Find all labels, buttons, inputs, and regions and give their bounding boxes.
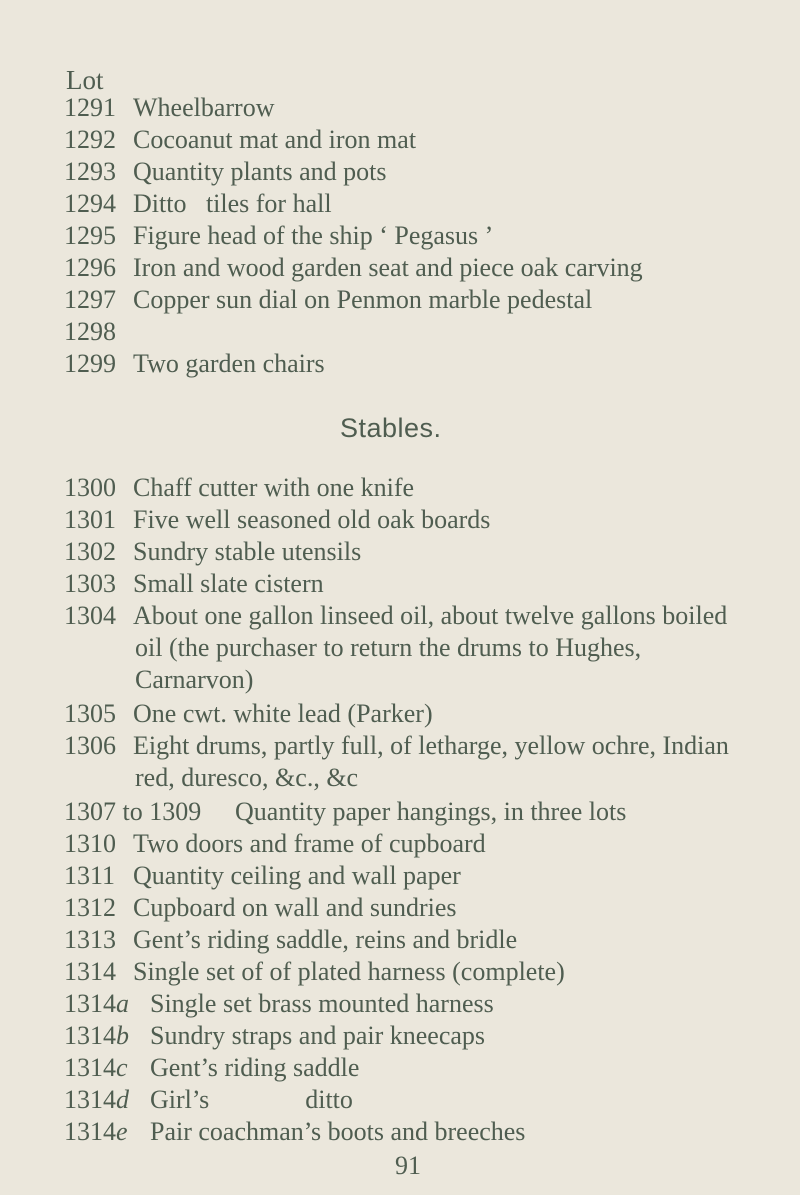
lot-number [64,1020,129,1052]
lot-number-suffix: a [116,989,129,1018]
lot-description: Gent’s riding saddle [150,1053,360,1082]
lot-number-base: 1314 [64,1117,116,1146]
lot-description-continuation: red, duresco, &c., &c [135,763,359,792]
lot-number: 1302 [64,537,116,566]
lot-number: 1301 [64,505,116,534]
lot-number-base: 1314 [64,1085,116,1114]
lot-number: 1305 [64,699,116,728]
lot-description: Sundry stable utensils [133,537,362,566]
lot-number-base: 1314 [64,989,116,1018]
ditto-mark: ditto [305,1085,353,1114]
lot-number [64,1084,129,1116]
lot-description: Eight drums, partly full, of letharge, yellow ochre, Indian [133,731,729,760]
page-number: 91 [395,1151,421,1180]
lot-number: 1295 [64,221,116,250]
lot-description: Quantity ceiling and wall paper [133,861,461,890]
lot-description: Cocoanut mat and iron mat [133,125,417,154]
lot-description-text: Girl’s [150,1085,210,1114]
lot-number [64,988,129,1020]
lot-description: About one gallon linseed oil, about twelve gallons boiled [133,601,728,630]
lot-number-range: 1307 to 1309 [64,797,202,826]
lot-number: 1293 [64,157,116,186]
lot-number: 1296 [64,253,116,282]
lot-description: Cupboard on wall and sundries [133,893,457,922]
lot-number-suffix: b [116,1021,129,1050]
lot-number: 1312 [64,893,116,922]
lot-description: Two garden chairs [133,349,325,378]
lot-description: Pair coachman’s boots and breeches [150,1117,526,1146]
lot-description [150,1084,353,1116]
lot-number: 1304 [64,601,116,630]
lot-number: 1292 [64,125,116,154]
lot-description: Quantity plants and pots [133,157,387,186]
lot-description: Single set brass mounted harness [150,989,494,1018]
lot-number-base: 1314 [64,1021,116,1050]
lot-column-header: Lot [66,65,104,95]
lot-description: Figure head of the ship ‘ Pegasus ’ [133,221,494,250]
lot-description: Single set of of plated harness (complete) [133,957,565,986]
lot-number-suffix: d [116,1085,129,1114]
lot-description: Quantity paper hangings, in three lots [235,797,627,826]
lot-description-continuation: oil (the purchaser to return the drums to Hughes, [135,633,642,662]
lot-number: 1298 [64,317,116,346]
lot-number: 1303 [64,569,116,598]
lot-description: Gent’s riding saddle, reins and bridle [133,925,518,954]
lot-description: Sundry straps and pair kneecaps [150,1021,486,1050]
lot-number: 1299 [64,349,116,378]
lot-number: 1313 [64,925,116,954]
section-title-stables: Stables. [340,413,442,443]
lot-number: 1310 [64,829,116,858]
lot-description: Iron and wood garden seat and piece oak carving [133,253,643,282]
lot-description: Ditto tiles for hall [133,189,332,218]
lot-description: Chaff cutter with one knife [133,473,415,502]
lot-number-base: 1314 [64,1053,116,1082]
lot-description-continuation: Carnarvon) [135,665,254,694]
lot-description: One cwt. white lead (Parker) [133,699,433,728]
lot-number [64,1052,128,1084]
lot-description: Small slate cistern [133,569,324,598]
lot-description: Copper sun dial on Penmon marble pedestal [133,285,593,314]
lot-number-suffix: c [116,1053,128,1082]
lot-number: 1294 [64,189,116,218]
lot-number: 1300 [64,473,116,502]
lot-description: Wheelbarrow [133,93,275,122]
lot-number: 1311 [64,861,116,890]
lot-description: Five well seasoned old oak boards [133,505,491,534]
lot-number-suffix: e [116,1117,128,1146]
lot-number: 1291 [64,93,116,122]
lot-number [64,1116,128,1148]
lot-number: 1306 [64,731,116,760]
lot-number: 1297 [64,285,116,314]
lot-number: 1314 [64,957,116,986]
lot-description: Two doors and frame of cupboard [133,829,486,858]
